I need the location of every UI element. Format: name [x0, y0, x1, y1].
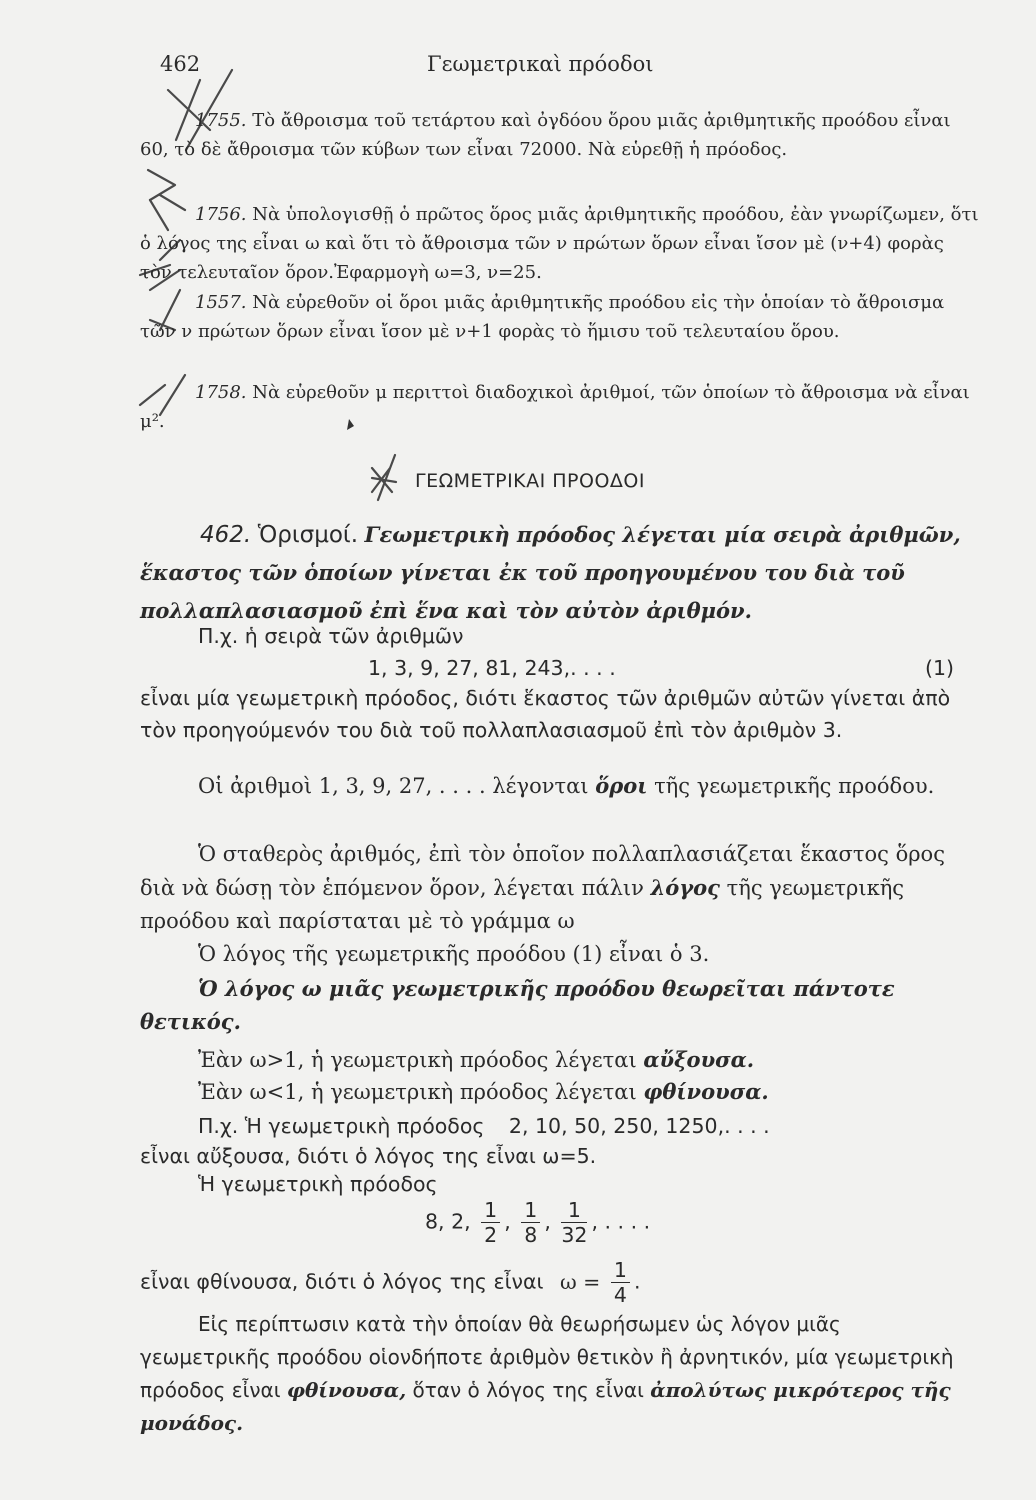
example3-text: εἶναι φθίνουσα, διότι ὁ λόγος της εἶναι [140, 1269, 544, 1294]
sequence-3-lead: 8, 2, [425, 1209, 471, 1234]
terms-text-end: τῆς γεωμετρικῆς προόδου. [654, 774, 935, 798]
ratio-of-example: Ὁ λόγος τῆς γεωμετρικῆς προόδου (1) εἶναι ὁ 3. [198, 942, 710, 966]
example-intro: Π.χ. ἡ σειρὰ τῶν ἀριθμῶν [198, 624, 464, 648]
ratio-text-end: τῆς γεωμετρικῆς προόδου καὶ παρίσταται μὲ τὸ γράμμα ω [140, 876, 905, 933]
example2-intro: Π.χ. Ἡ γεωμετρικὴ πρόοδος [198, 1114, 485, 1138]
ratio-fraction: $\frac{1}{4}$ [611, 1258, 630, 1307]
example2-line [198, 1110, 938, 1142]
ratio-paragraph [140, 838, 975, 938]
closing-text-mid: ὅταν ὁ λόγος της εἶναι [412, 1378, 644, 1402]
definition-paragraph [140, 516, 975, 630]
definition-label: Ὁρισμοί. [257, 522, 359, 548]
example-explanation: εἶναι μία γεωμετρικὴ πρόοδος, διότι ἕκαστος τῶν ἀριθμῶν αὐτῶν γίνεται ἀπὸ τὸν προηγούμενόν του διὰ τοῦ πολλαπλασιασμοῦ ἐπὶ τὸν ἀριθμὸν 3. [140, 686, 951, 742]
case-text: Ἐὰν ω>1, ἡ γεωμετρικὴ πρόοδος λέγεται [198, 1048, 637, 1072]
term-decreasing: φθίνουσα. [643, 1079, 769, 1104]
sequence-1: 1, 3, 9, 27, 81, 243,. . . . [368, 656, 616, 680]
section-heading: ΓΕΩΜΕΤΡΙΚΑΙ ΠΡΟΟΔΟΙ [415, 470, 645, 492]
page-number: 462 [160, 52, 201, 76]
closing-paragraph [140, 1308, 975, 1440]
term-increasing: αὔξουσα. [643, 1047, 755, 1072]
closing-emphasis: ἀπολύτως μικρότερος τῆς μονάδος. [140, 1378, 951, 1435]
example3-intro: Ἡ γεωμετρικὴ πρόοδος [198, 1172, 438, 1196]
example3-after: εἶναι φθίνουσα, διότι ὁ λόγος της εἶναι ω = $\frac{1}{4}$ . [140, 1258, 641, 1307]
example2-after: εἶναι αὔξουσα, διότι ὁ λόγος της εἶναι ω=5. [140, 1144, 597, 1168]
ratio-text: Ὁ σταθερὸς ἀριθμός, ἐπὶ τὸν ὁποῖον πολλαπλασιάζεται ἕκαστος ὅρος διὰ νὰ δώσῃ τὸν ἑπόμενον ὅρον, λέγεται πάλιν [140, 842, 945, 900]
term-oroi: ὅροι [595, 773, 648, 798]
exercise-number: 1756. [195, 204, 247, 225]
fraction: $\frac{1}{2}$ [481, 1198, 500, 1247]
definition-text: Γεωμετρικὴ πρόοδος λέγεται μία σειρὰ ἀριθμῶν, ἕκαστος τῶν ὁποίων γίνεται ἐκ τοῦ προηγουμένου του διὰ τοῦ πολλαπλασιασμοῦ ἐπὶ ἕνα καὶ τὸν αὐτὸν ἀριθμόν. [140, 522, 961, 623]
term-decreasing-2: φθίνουσα, [286, 1378, 407, 1402]
case-increasing [198, 1044, 1033, 1076]
sequence-3: 8, 2, $\frac{1}{2}$ , $\frac{1}{8}$ , $\frac{1}{32}$ , . . . . [425, 1198, 651, 1247]
pen-stroke [372, 455, 396, 500]
term-logos: λόγος [650, 875, 720, 900]
exercise-text: Νὰ εὑρεθοῦν μ περιττοὶ διαδοχικοὶ ἀριθμοί, τῶν ὁποίων τὸ ἄθροισμα νὰ εἶναι μ². [140, 382, 970, 432]
exercise-1755 [140, 106, 980, 164]
exercise-number: 1758. [195, 382, 247, 403]
page-title: Γεωμετρικαὶ πρόοδοι [427, 52, 654, 76]
ellipsis: . . . . [604, 1209, 651, 1234]
exercise-1557 [140, 288, 980, 346]
omega-equals: ω = [559, 1269, 601, 1294]
sequence-2: 2, 10, 50, 250, 1250,. . . . [508, 1114, 770, 1138]
exercise-text: Νὰ εὑρεθοῦν οἱ ὅροι μιᾶς ἀριθμητικῆς προόδου εἰς τὴν ὁποίαν τὸ ἄθροισμα τῶν ν πρώτων ὅρων εἶναι ἴσον μὲ ν+1 φορὰς τὸ ἥμισυ τοῦ τελευταίου ὅρου. [140, 292, 945, 342]
terms-paragraph [140, 770, 975, 802]
fraction: $\frac{1}{8}$ [521, 1198, 540, 1247]
exercise-1756 [140, 200, 980, 287]
case-text: Ἐὰν ω<1, ἡ γεωμετρικὴ πρόοδος λέγεται [198, 1080, 637, 1104]
exercise-number: 1755. [195, 110, 247, 131]
case-decreasing [198, 1076, 1033, 1108]
exercise-number: 1557. [195, 292, 247, 313]
positive-rule: Ὁ λόγος ω μιᾶς γεωμετρικῆς προόδου θεωρεῖται πάντοτε θετικός. [140, 976, 895, 1034]
article-number: 462. [200, 522, 252, 548]
equation-label: (1) [925, 656, 955, 680]
closing-text: Εἰς περίπτωσιν κατὰ τὴν ὁποίαν θὰ θεωρήσωμεν ὡς λόγον μιᾶς γεωμετρικῆς προόδου οἱονδήποτε ἀριθμὸν θετικὸν ἢ ἀρνητικόν, μία γεωμετρικὴ πρόοδος εἶναι [140, 1312, 954, 1402]
terms-text: Οἱ ἀριθμοὶ 1, 3, 9, 27, . . . . λέγονται [198, 774, 589, 798]
fraction: $\frac{1}{32}$ [561, 1198, 588, 1247]
exercise-1758 [140, 378, 980, 436]
exercise-text: Τὸ ἄθροισμα τοῦ τετάρτου καὶ ὀγδόου ὅρου μιᾶς ἀριθμητικῆς προόδου εἶναι 60, τὸ δὲ ἄθροισμα τῶν κύβων των εἶναι 72000. Νὰ εὑρεθῇ ἡ πρόοδος. [140, 110, 951, 160]
exercise-text: Νὰ ὑπολογισθῇ ὁ πρῶτος ὅρος μιᾶς ἀριθμητικῆς προόδου, ἐὰν γνωρίζωμεν, ὅτι ὁ λόγος της εἶναι ω καὶ ὅτι τὸ ἄθροισμα τῶν ν πρώτων ὅρων εἶναι ἴσον μὲ (ν+4) φορὰς τὸν τελευταῖον ὅρον.Ἐφαρμογὴ ω=3, ν=25. [140, 204, 979, 283]
